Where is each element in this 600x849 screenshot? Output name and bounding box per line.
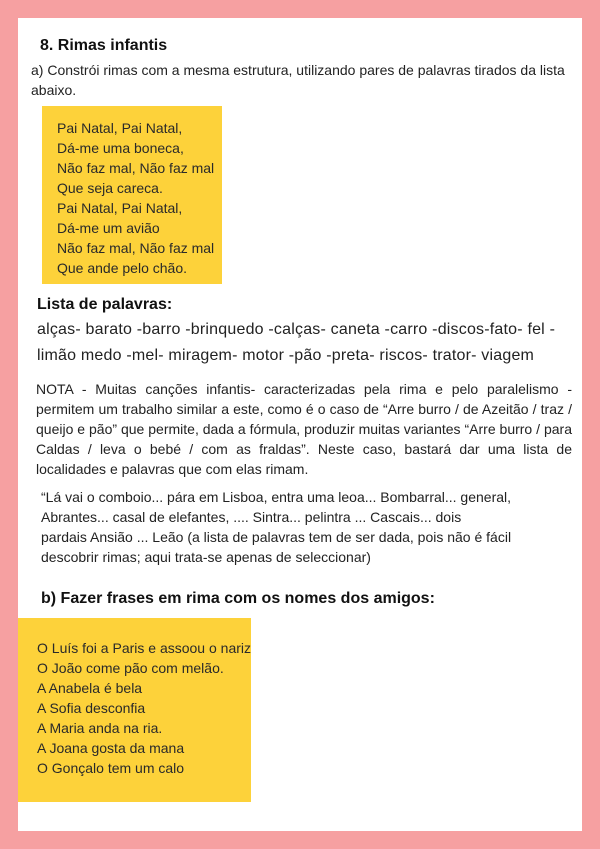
rhyme-line: O Gonçalo tem um calo — [37, 760, 185, 776]
poem-line: Que seja careca. — [57, 180, 163, 196]
section-b-title: b) Fazer frases em rima com os nomes dos amigos: — [41, 590, 435, 607]
word-list — [37, 317, 573, 369]
rhyme-line: A Sofia desconfia — [37, 700, 146, 716]
note-example-line: descobrir rimas; aqui trata-se apenas de seleccionar) — [41, 549, 371, 565]
word-list-line: limão medo -mel- miragem- motor -pão -preta- riscos- trator- viagem — [37, 347, 535, 364]
poem-line: Dá-me um avião — [57, 220, 160, 236]
note-paragraph: NOTA - Muitas canções infantis- caracterizadas pela rima e pelo paralelismo - permitem um trabalho similar a este, como é o caso de “Arre burro / de Azeitão / traz / queijo e pão” que permite, dada a fórmula, produzir muitas variantes “Arre burro / para Caldas / leva o bebé / com as fraldas”. Neste caso, bastará dar uma lista de localidades e palavras que com elas rimam. — [36, 381, 572, 477]
worksheet-page — [18, 18, 582, 831]
section-title: 8. Rimas infantis — [40, 37, 168, 54]
note-example-line: “Lá vai o comboio... pára em Lisboa, entra uma leoa... Bombarral... general, — [41, 489, 512, 505]
poem-line: Não faz mal, Não faz mal — [57, 160, 215, 176]
poem-line: Pai Natal, Pai Natal, — [57, 200, 183, 216]
rhyme-line: O João come pão com melão. — [37, 660, 224, 676]
poem-line: Pai Natal, Pai Natal, — [57, 120, 183, 136]
note-example-line: Abrantes... casal de elefantes, .... Sintra... pelintra ... Cascais... dois — [41, 509, 462, 525]
rhyme-line: A Maria anda na ria. — [37, 720, 163, 736]
instruction-a: a) Constrói rimas com a mesma estrutura, utilizando pares de palavras tirados da lista abaixo. — [31, 62, 565, 98]
poem-line: Que ande pelo chão. — [57, 260, 187, 276]
friends-rhymes-box — [18, 618, 251, 802]
note-example — [41, 487, 573, 567]
poem-box — [42, 106, 222, 284]
friends-rhymes — [37, 638, 251, 778]
word-list-title: Lista de palavras: — [37, 296, 173, 313]
rhyme-line: A Anabela é bela — [37, 680, 143, 696]
rhyme-line: O Luís foi a Paris e assoou o nariz — [37, 640, 251, 656]
poem-line: Dá-me uma boneca, — [57, 140, 184, 156]
word-list-line: alças- barato -barro -brinquedo -calças- caneta -carro -discos-fato- fel - — [37, 321, 556, 338]
poem-line: Não faz mal, Não faz mal — [57, 240, 215, 256]
rhyme-line: A Joana gosta da mana — [37, 740, 185, 756]
poem — [57, 118, 214, 278]
note-example-line: pardais Ansião ... Leão (a lista de palavras tem de ser dada, pois não é fácil — [41, 529, 512, 545]
